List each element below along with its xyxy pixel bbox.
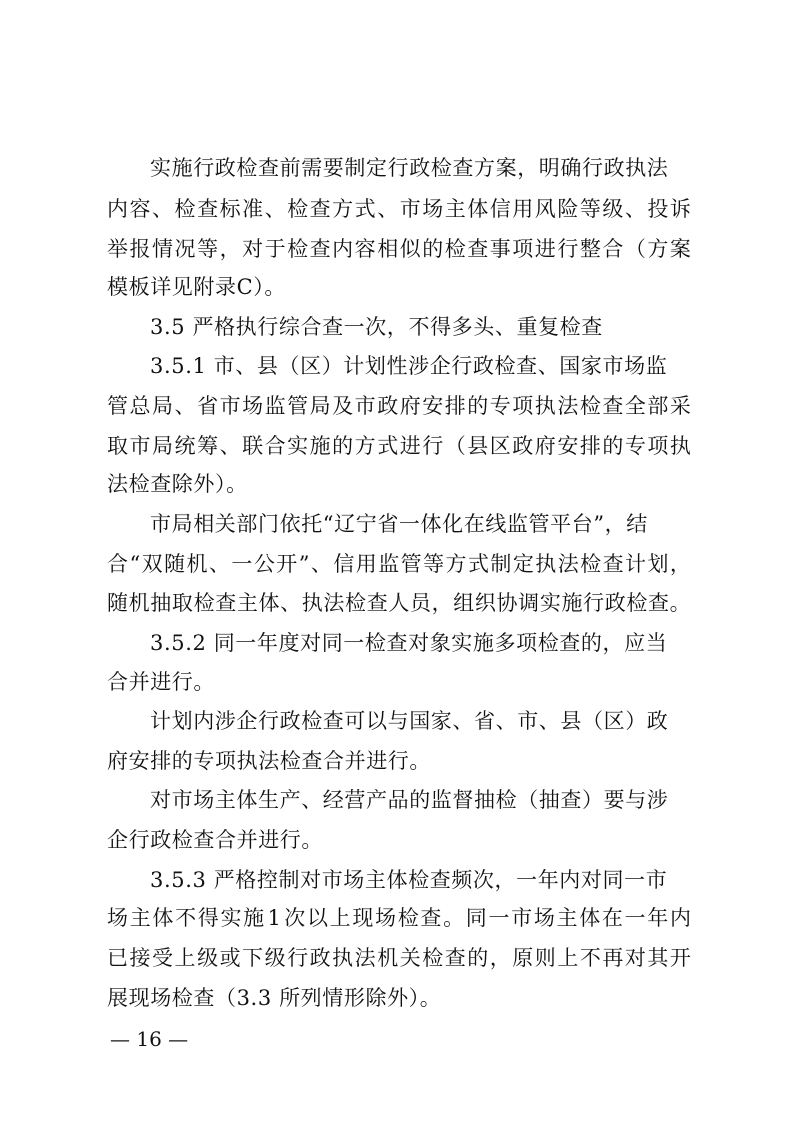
- glyph: 局: [309, 394, 331, 418]
- glyph: 风: [534, 197, 556, 221]
- paragraph-line: 对市场主体生产、经营产品的监督抽检（抽查）要与涉: [150, 788, 669, 812]
- glyph: 定: [512, 552, 534, 576]
- glyph: 查: [648, 591, 670, 615]
- glyph: 法: [557, 394, 579, 418]
- glyph: 市: [129, 434, 151, 458]
- glyph: 合: [602, 237, 624, 261]
- glyph: 式: [467, 552, 489, 576]
- glyph: 场: [242, 394, 264, 418]
- glyph: 。: [669, 591, 691, 615]
- glyph: 市: [511, 906, 533, 930]
- paragraph-line: [107, 236, 691, 262]
- glyph: 上: [174, 946, 196, 970]
- glyph: 局: [152, 434, 174, 458]
- glyph: 方: [647, 237, 669, 261]
- glyph: 、: [174, 394, 196, 418]
- glyph: （: [444, 434, 466, 458]
- glyph: 关: [399, 946, 421, 970]
- paragraph-line: [107, 196, 691, 222]
- glyph: 、: [377, 197, 399, 221]
- glyph: 的: [467, 946, 489, 970]
- glyph: 查: [366, 591, 388, 615]
- glyph: 及: [332, 394, 354, 418]
- glyph: 用: [512, 197, 534, 221]
- glyph: 对: [624, 946, 646, 970]
- glyph: 查: [602, 552, 624, 576]
- glyph: 市: [354, 394, 376, 418]
- glyph: 体: [258, 591, 280, 615]
- glyph: 组: [453, 591, 475, 615]
- paragraph-line: [107, 945, 691, 971]
- glyph: 行: [557, 237, 579, 261]
- glyph: 协: [496, 591, 518, 615]
- glyph: 全: [624, 394, 646, 418]
- glyph: 方: [354, 434, 376, 458]
- glyph: 、: [152, 197, 174, 221]
- glyph: 1: [267, 906, 281, 930]
- glyph: 统: [174, 434, 196, 458]
- glyph: 检: [174, 197, 196, 221]
- glyph: 查: [309, 197, 331, 221]
- glyph: 执: [332, 946, 354, 970]
- glyph: 进: [534, 237, 556, 261]
- glyph: 机: [186, 552, 208, 576]
- glyph: 部: [647, 394, 669, 418]
- glyph: （: [624, 237, 646, 261]
- glyph: 查: [197, 197, 219, 221]
- glyph: 场: [533, 906, 555, 930]
- glyph: 体: [152, 906, 174, 930]
- glyph: 主: [556, 906, 578, 930]
- glyph: 检: [193, 591, 215, 615]
- glyph: ，: [669, 552, 691, 576]
- glyph: 、: [208, 552, 230, 576]
- paragraph-line: [107, 905, 691, 931]
- glyph: 事: [489, 237, 511, 261]
- glyph: 容: [354, 237, 376, 261]
- glyph: 随: [164, 552, 186, 576]
- glyph: 县: [467, 434, 489, 458]
- paragraph-line: 计划内涉企行政检查可以与国家、省、市、县（区）政: [150, 709, 669, 733]
- glyph: 不: [175, 906, 197, 930]
- glyph: 执: [534, 394, 556, 418]
- glyph: 级: [264, 946, 286, 970]
- glyph: 联: [242, 434, 264, 458]
- glyph: 原: [512, 946, 534, 970]
- glyph: 安: [422, 394, 444, 418]
- glyph: 级: [197, 946, 219, 970]
- glyph: 的: [332, 434, 354, 458]
- glyph: 筹: [197, 434, 219, 458]
- paragraph-line: 模板详见附录C）。: [107, 275, 286, 299]
- glyph: 计: [625, 552, 646, 576]
- glyph: 得: [197, 906, 219, 930]
- glyph: 查: [420, 906, 442, 930]
- glyph: 项: [512, 394, 534, 418]
- glyph: 监: [378, 552, 400, 576]
- glyph: 专: [489, 394, 511, 418]
- glyph: 合: [264, 434, 286, 458]
- glyph: 执: [301, 591, 323, 615]
- glyph: 不: [579, 946, 601, 970]
- glyph: 容: [129, 197, 151, 221]
- paragraph-line: 企行政检查合并进行。: [107, 828, 323, 852]
- paragraph-line: [107, 433, 691, 459]
- glyph: 检: [444, 237, 466, 261]
- glyph: 施: [561, 591, 583, 615]
- glyph: 行: [583, 591, 605, 615]
- glyph: 管: [400, 552, 422, 576]
- paragraph-line: 府安排的专项执法检查合并进行。: [107, 749, 431, 773]
- page-number: — 16 —: [110, 1027, 189, 1051]
- glyph: 项: [512, 237, 534, 261]
- glyph: 险: [557, 197, 579, 221]
- paragraph-line: 法检查除外）。: [107, 472, 248, 496]
- glyph: 场: [422, 197, 444, 221]
- glyph: 调: [518, 591, 540, 615]
- glyph: 主: [129, 906, 151, 930]
- glyph: 的: [602, 434, 624, 458]
- glyph: 或: [219, 946, 241, 970]
- glyph: 体: [467, 197, 489, 221]
- section-heading: 3.5 严格执行综合查一次，不得多头、重复检查: [150, 315, 603, 339]
- glyph: 开: [276, 552, 298, 576]
- glyph: 机: [377, 946, 399, 970]
- glyph: 一: [624, 906, 646, 930]
- glyph: 检: [287, 237, 309, 261]
- glyph: 安: [557, 434, 579, 458]
- glyph: 方: [445, 552, 467, 576]
- glyph: 取: [107, 434, 128, 458]
- glyph: 于: [264, 237, 286, 261]
- glyph: 等: [197, 237, 219, 261]
- glyph: 排: [579, 434, 601, 458]
- glyph: 同: [465, 906, 487, 930]
- glyph: 式: [354, 197, 376, 221]
- glyph: 信: [489, 197, 511, 221]
- glyph: 的: [467, 394, 489, 418]
- glyph: 接: [129, 946, 151, 970]
- glyph: 双: [141, 552, 163, 576]
- glyph: 检: [422, 946, 444, 970]
- glyph: 机: [128, 591, 150, 615]
- paragraph-line: 合并进行。: [107, 670, 215, 694]
- glyph: 上: [557, 946, 579, 970]
- glyph: 划: [647, 552, 669, 576]
- glyph: 排: [444, 394, 466, 418]
- glyph: 区: [489, 434, 511, 458]
- glyph: 织: [474, 591, 496, 615]
- glyph: 诉: [669, 197, 691, 221]
- glyph: 再: [602, 946, 624, 970]
- glyph: 式: [377, 434, 399, 458]
- glyph: 检: [397, 906, 419, 930]
- glyph: 其: [647, 946, 669, 970]
- glyph: 市: [399, 197, 421, 221]
- glyph: 政: [377, 394, 399, 418]
- glyph: 府: [399, 394, 421, 418]
- glyph: 查: [602, 394, 624, 418]
- glyph: 行: [422, 434, 444, 458]
- paragraph-line: [107, 393, 691, 419]
- glyph: 专: [624, 434, 646, 458]
- glyph: 、: [280, 591, 302, 615]
- glyph: 的: [422, 237, 444, 261]
- glyph: 监: [264, 394, 286, 418]
- glyph: 标: [219, 197, 241, 221]
- glyph: 现: [352, 906, 374, 930]
- glyph: 检: [345, 591, 367, 615]
- paragraph-line: 3.5.2 同一年度对同一检查对象实施多项检查的，应当: [150, 631, 668, 655]
- glyph: 受: [152, 946, 174, 970]
- glyph: 法: [323, 591, 345, 615]
- glyph: 等: [423, 552, 445, 576]
- glyph: 则: [534, 946, 556, 970]
- paragraph-line: 3.5.3 严格控制对市场主体检查频次，一年内对同一市: [150, 868, 668, 892]
- glyph: 、: [310, 552, 332, 576]
- glyph: 。: [443, 906, 465, 930]
- glyph: 报: [129, 237, 151, 261]
- glyph: 局: [152, 394, 174, 418]
- glyph: 对: [242, 237, 264, 261]
- glyph: ，: [219, 237, 241, 261]
- glyph: 取: [171, 591, 193, 615]
- glyph: 已: [107, 946, 128, 970]
- glyph: 执: [535, 552, 557, 576]
- glyph: 整: [579, 237, 601, 261]
- glyph: 、: [219, 434, 241, 458]
- glyph: 查: [309, 237, 331, 261]
- glyph: 省: [197, 394, 219, 418]
- glyph: 准: [242, 197, 264, 221]
- glyph: 管: [107, 394, 128, 418]
- glyph: ，: [431, 591, 453, 615]
- glyph: 级: [602, 197, 624, 221]
- paragraph-line: 市局相关部门依托“辽宁省一体化在线监管平台”，结: [150, 512, 648, 536]
- glyph: 内: [669, 906, 691, 930]
- glyph: 施: [243, 906, 265, 930]
- glyph: 次: [284, 906, 306, 930]
- glyph: 政: [309, 946, 331, 970]
- glyph: 主: [444, 197, 466, 221]
- glyph: 执: [669, 434, 691, 458]
- glyph: 主: [236, 591, 258, 615]
- paragraph-line: 3.5.1 市、县（区）计划性涉企行政检查、国家市场监: [150, 354, 668, 378]
- glyph: 法: [354, 946, 376, 970]
- glyph: 查: [444, 946, 466, 970]
- paragraph-line: [107, 551, 691, 577]
- glyph: 、: [624, 197, 646, 221]
- glyph: 政: [604, 591, 626, 615]
- glyph: “: [129, 552, 141, 576]
- glyph: 行: [287, 946, 309, 970]
- glyph: 法: [557, 552, 579, 576]
- glyph: 政: [512, 434, 534, 458]
- paragraph-line: [107, 590, 691, 616]
- glyph: 信: [333, 552, 355, 576]
- glyph: 内: [332, 237, 354, 261]
- glyph: 一: [231, 552, 253, 576]
- glyph: 检: [287, 197, 309, 221]
- glyph: 采: [669, 394, 691, 418]
- glyph: 方: [332, 197, 354, 221]
- glyph: 场: [107, 906, 128, 930]
- glyph: 项: [647, 434, 669, 458]
- paragraph-line: 实施行政检查前需要制定行政检查方案，明确行政执法: [150, 156, 669, 180]
- glyph: 总: [129, 394, 151, 418]
- glyph: 实: [220, 906, 242, 930]
- glyph: 合: [107, 552, 128, 576]
- glyph: 管: [287, 394, 309, 418]
- glyph: 似: [399, 237, 421, 261]
- glyph: 以: [306, 906, 328, 930]
- glyph: 人: [388, 591, 410, 615]
- glyph: 年: [647, 906, 669, 930]
- glyph: 上: [329, 906, 351, 930]
- glyph: 投: [647, 197, 669, 221]
- glyph: 内: [107, 197, 128, 221]
- paragraph-line: 展现场检查（3.3 所列情形除外）。: [107, 986, 442, 1010]
- glyph: 体: [579, 906, 601, 930]
- glyph: 抽: [150, 591, 172, 615]
- glyph: 相: [377, 237, 399, 261]
- glyph: 一: [488, 906, 510, 930]
- glyph: 案: [669, 237, 691, 261]
- glyph: 员: [409, 591, 431, 615]
- glyph: 在: [601, 906, 623, 930]
- glyph: 府: [534, 434, 556, 458]
- glyph: 等: [579, 197, 601, 221]
- glyph: 进: [399, 434, 421, 458]
- glyph: 施: [309, 434, 331, 458]
- glyph: 下: [242, 946, 264, 970]
- glyph: ，: [489, 946, 511, 970]
- glyph: 制: [490, 552, 512, 576]
- glyph: 、: [264, 197, 286, 221]
- glyph: 检: [579, 394, 601, 418]
- glyph: 况: [174, 237, 196, 261]
- glyph: 市: [219, 394, 241, 418]
- glyph: 实: [539, 591, 561, 615]
- glyph: 举: [107, 237, 128, 261]
- glyph: 实: [287, 434, 309, 458]
- glyph: 随: [107, 591, 128, 615]
- glyph: 用: [355, 552, 377, 576]
- glyph: 公: [253, 552, 275, 576]
- glyph: 场: [375, 906, 396, 930]
- glyph: ”: [298, 552, 310, 576]
- glyph: 情: [152, 237, 174, 261]
- glyph: 检: [580, 552, 602, 576]
- glyph: 查: [215, 591, 237, 615]
- glyph: 查: [467, 237, 489, 261]
- glyph: 开: [669, 946, 691, 970]
- glyph: 检: [626, 591, 648, 615]
